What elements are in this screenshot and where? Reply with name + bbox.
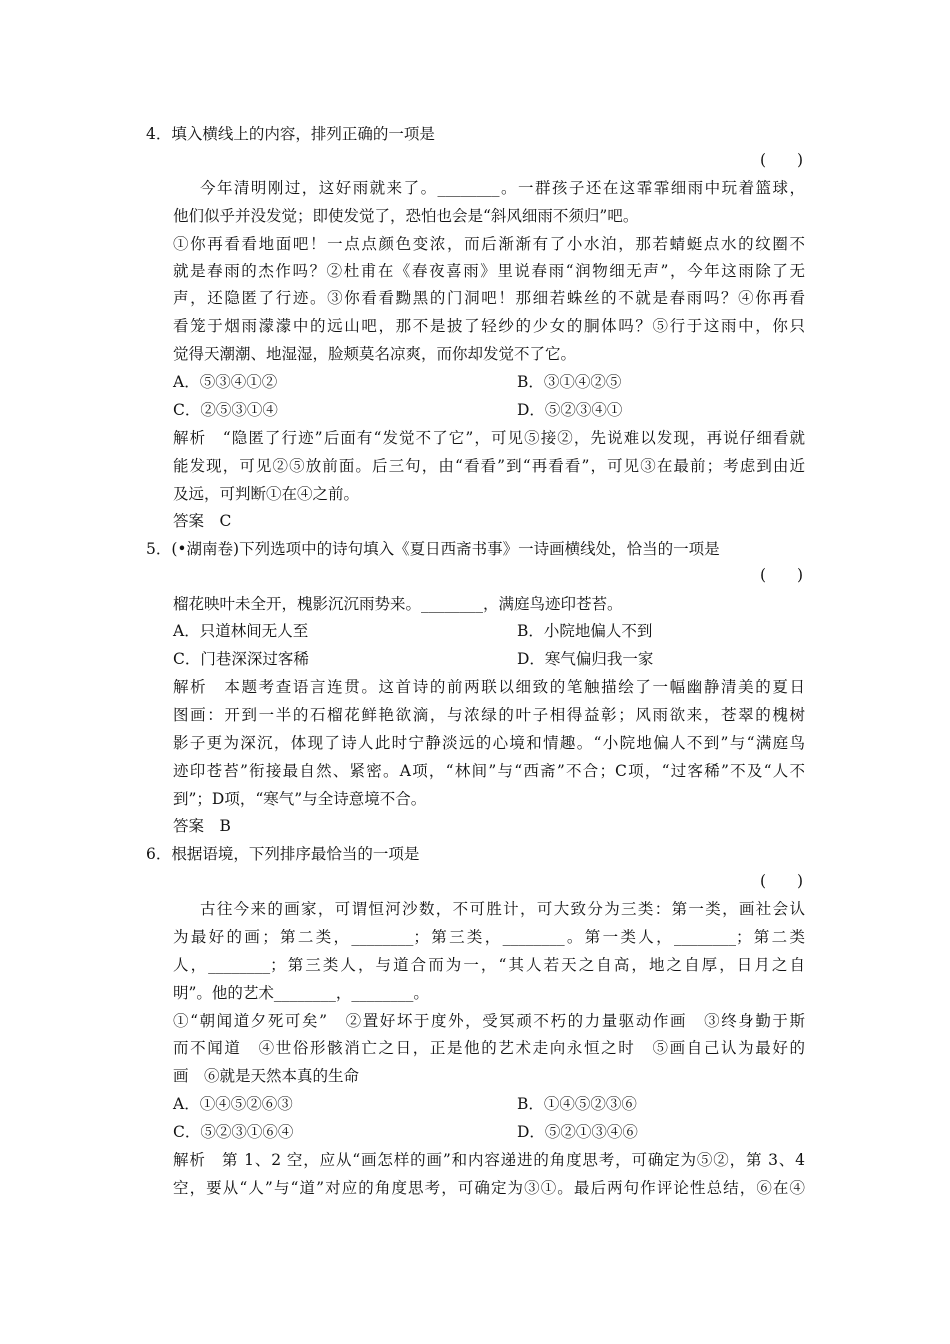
- q4-passage-line-2: 他们似乎并没发觉；即使发觉了，恐怕也会是“斜风细雨不须归”吧。: [173, 207, 639, 225]
- q6-passage-line-3: 人，________；第三类人，与道合而为一，“其人若天之自高，地之自厚，日月之自: [173, 956, 805, 974]
- q4-answer-paren: ( ): [760, 151, 804, 169]
- q6-option-d: D．⑤②①③④⑥: [517, 1123, 638, 1141]
- q5-answer: 答案 B: [173, 817, 231, 835]
- q5-option-a: A．只道林间无人至: [173, 622, 309, 640]
- q6-analysis-line-1: 解析 第 1、2 空，应从“画怎样的画”和内容递进的角度思考，可确定为⑤②，第 3、4: [173, 1151, 805, 1169]
- q6-sentences-line-1: ①“朝闻道夕死可矣” ②置好坏于度外，受冥顽不朽的力量驱动作画 ③终身勤于斯: [173, 1012, 805, 1030]
- q6-option-c: C．⑤②③①⑥④: [173, 1123, 294, 1141]
- q4-option-c: C．②⑤③①④: [173, 401, 278, 419]
- q5-stem: 5．(•湖南卷)下列选项中的诗句填入《夏日西斋书事》一诗画横线处，恰当的一项是: [146, 540, 720, 558]
- q5-option-b: B．小院地偏人不到: [517, 622, 653, 640]
- q6-passage-line-1: 古往今来的画家，可谓恒河沙数，不可胜计，可大致分为三类：第一类，画社会认: [200, 900, 805, 918]
- q4-sentences-line-1: ①你再看看地面吧！一点点颜色变浓，而后渐渐有了小水泊，那若蜻蜓点水的纹圈不: [173, 235, 805, 253]
- q6-option-a: A．①④⑤②⑥③: [173, 1095, 293, 1113]
- q4-analysis-line-2: 能发现，可见②⑤放前面。后三句，由“看看”到“再看看”，可见③在最前；考虑到由近: [173, 457, 805, 475]
- q5-poem: 榴花映叶未全开，槐影沉沉雨势来。________，满庭鸟迹印苍苔。: [173, 595, 623, 613]
- q6-sentences-line-2: 而不闻道 ④世俗形骸消亡之日，正是他的艺术走向永恒之时 ⑤画自己认为最好的: [173, 1039, 805, 1057]
- q4-option-a: A．⑤③④①②: [173, 373, 278, 391]
- q5-option-c: C．门巷深深过客稀: [173, 650, 309, 668]
- q6-answer-paren: ( ): [760, 872, 804, 890]
- q6-passage-line-2: 为最好的画；第二类，________；第三类，________。第一类人，________；第二类: [173, 928, 805, 946]
- q4-analysis-line-3: 及远，可判断①在④之前。: [173, 485, 360, 503]
- q5-analysis-line-1: 解析 本题考查语言连贯。这首诗的前两联以细致的笔触描绘了一幅幽静清美的夏日: [173, 678, 805, 696]
- q5-option-d: D．寒气偏归我一家: [517, 650, 654, 668]
- q5-analysis-line-3: 影子更为深沉，体现了诗人此时宁静淡远的心境和情趣。“小院地偏人不到”与“满庭鸟: [173, 734, 805, 752]
- q6-option-b: B．①④⑤②③⑥: [517, 1095, 637, 1113]
- q4-option-d: D．⑤②③④①: [517, 401, 623, 419]
- q5-analysis-line-5: 到”；D项，“寒气”与全诗意境不合。: [173, 790, 427, 808]
- q4-analysis-line-1: 解析 “隐匿了行迹”后面有“发觉不了它”，可见⑤接②，先说难以发现，再说仔细看就: [173, 429, 805, 447]
- q4-answer: 答案 C: [173, 512, 232, 530]
- q4-sentences-line-5: 觉得天潮潮、地湿湿，脸颊莫名凉爽，而你却发觉不了它。: [173, 345, 577, 363]
- q4-sentences-line-2: 就是春雨的杰作吗？②杜甫在《春夜喜雨》里说春雨“润物细无声”，今年这雨除了无: [173, 262, 805, 280]
- q6-sentences-line-3: 画 ⑥就是天然本真的生命: [173, 1067, 360, 1085]
- q6-analysis-line-2: 空，要从“人”与“道”对应的角度思考，可确定为③①。最后两句作评论性总结，⑥在④: [173, 1179, 805, 1197]
- q4-sentences-line-3: 声，还隐匿了行迹。③你看看黝黑的门洞吧！那细若蛛丝的不就是春雨吗？④你再看: [173, 289, 805, 307]
- q4-passage-line-1: 今年清明刚过，这好雨就来了。________。一群孩子还在这霏霏细雨中玩着篮球，: [200, 179, 805, 197]
- q6-stem: 6．根据语境，下列排序最恰当的一项是: [146, 845, 420, 863]
- q4-stem: 4．填入横线上的内容，排列正确的一项是: [146, 125, 435, 143]
- q4-sentences-line-4: 看笼于烟雨濛濛中的远山吧，那不是披了轻纱的少女的胴体吗？⑤行于这雨中，你只: [173, 317, 805, 335]
- q5-analysis-line-2: 图画：开到一半的石榴花鲜艳欲滴，与浓绿的叶子相得益彰；风雨欲来，苍翠的槐树: [173, 706, 805, 724]
- q5-analysis-line-4: 迹印苍苔”衔接最自然、紧密。A项，“林间”与“西斋”不合；C项，“过客稀”不及“人不: [173, 762, 805, 780]
- q6-passage-line-4: 明”。他的艺术________，________。: [173, 984, 429, 1002]
- q4-option-b: B．③①④②⑤: [517, 373, 622, 391]
- q5-answer-paren: ( ): [760, 566, 804, 584]
